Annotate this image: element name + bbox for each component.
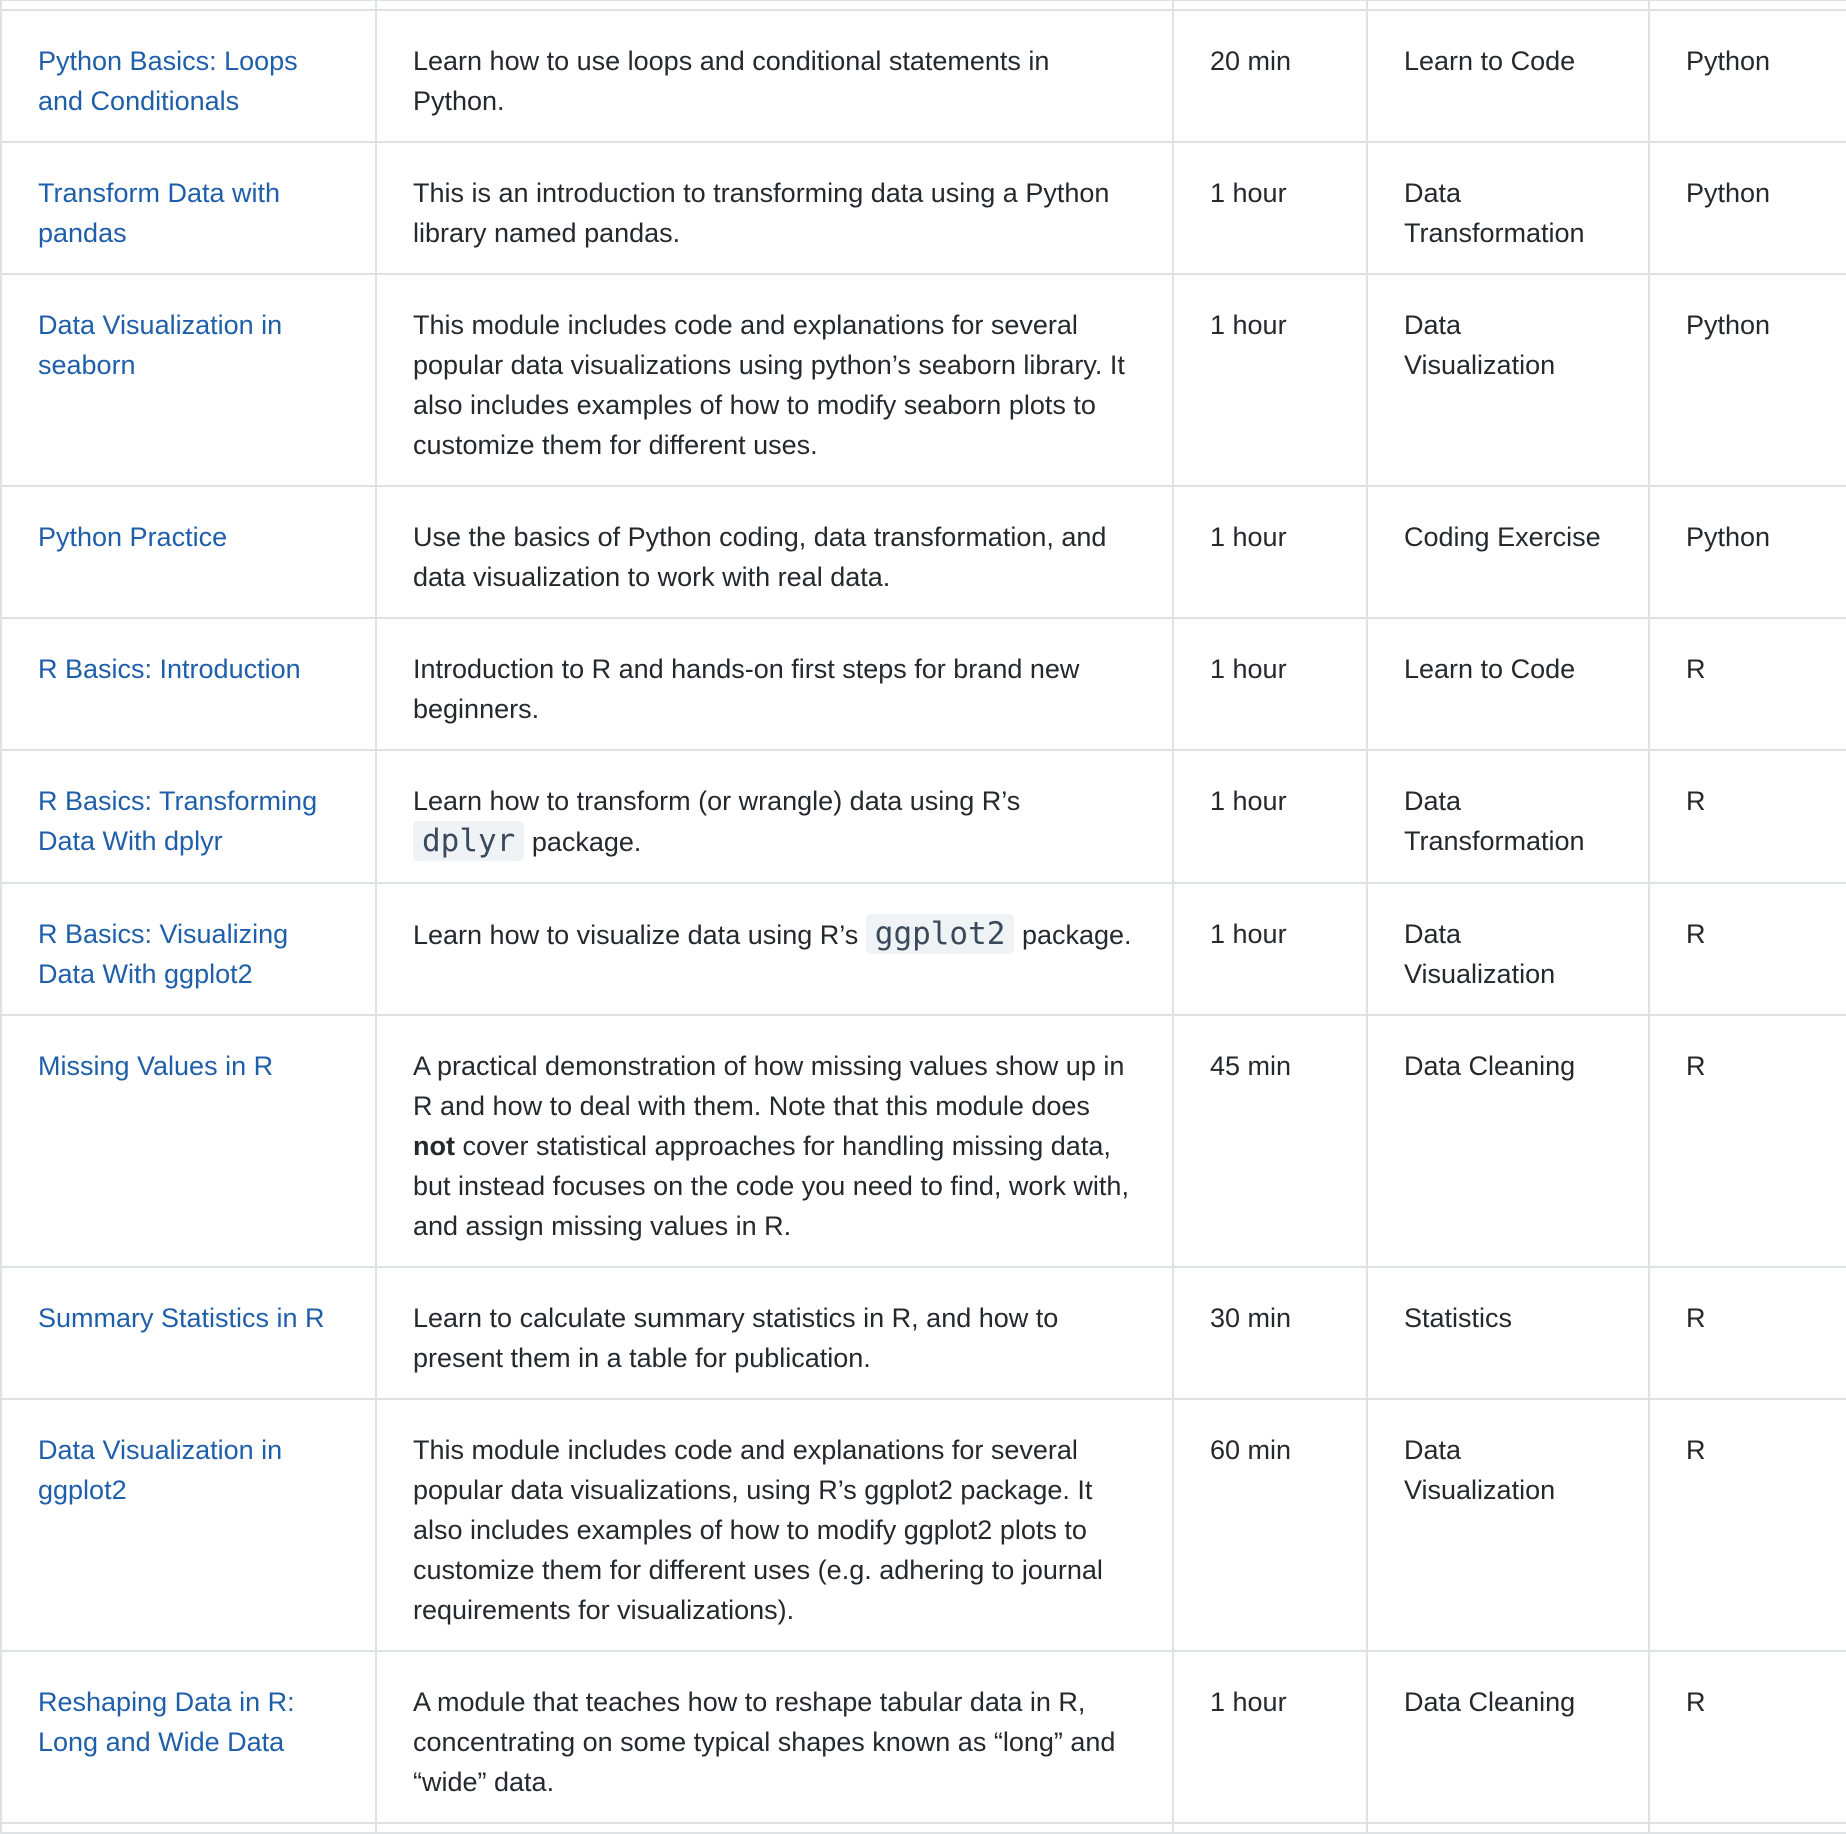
- module-title-cell: [1, 883, 376, 1015]
- table-row: [1, 142, 1846, 274]
- module-time: 60 min: [1173, 1399, 1367, 1651]
- module-title-cell: [1, 142, 376, 274]
- module-link[interactable]: Transform Data with pandas: [38, 178, 281, 248]
- module-description: This is an introduction to transforming data using a Python library named pandas.: [376, 142, 1173, 274]
- table-row: [1, 1015, 1846, 1267]
- inline-code: dplyr: [413, 821, 524, 861]
- table-row: [1, 1399, 1846, 1651]
- module-time: 1 hour: [1173, 486, 1367, 618]
- table-row: [1, 883, 1846, 1015]
- module-language: R: [1649, 750, 1846, 883]
- module-description: Use the basics of Python coding, data transformation, and data visualization to work with real data.: [376, 486, 1173, 618]
- module-title-cell: [1, 618, 376, 750]
- module-time: 20 min: [1173, 10, 1367, 142]
- module-time: 30 min: [1173, 1267, 1367, 1399]
- module-category: Coding Exercise: [1367, 486, 1649, 618]
- module-category: Learn to Code: [1367, 10, 1649, 142]
- table-row: [1, 10, 1846, 142]
- module-category: Data Visualization: [1367, 1399, 1649, 1651]
- module-title-cell: [1, 274, 376, 486]
- module-link[interactable]: Data Visualization in seaborn: [38, 310, 283, 380]
- module-language: R: [1649, 618, 1846, 750]
- module-link[interactable]: R Basics: Visualizing Data With ggplot2: [38, 919, 289, 989]
- module-time: 1 hour: [1173, 883, 1367, 1015]
- module-category: Statistics: [1367, 1267, 1649, 1399]
- module-link[interactable]: Python Basics: Loops and Conditionals: [38, 46, 298, 116]
- module-link[interactable]: R Basics: Transforming Data With dplyr: [38, 786, 318, 856]
- module-link[interactable]: Missing Values in R: [38, 1051, 274, 1081]
- module-category: Learn to Code: [1367, 618, 1649, 750]
- module-time: 1 hour: [1173, 750, 1367, 883]
- module-time: 1 hour: [1173, 618, 1367, 750]
- module-time: 1 hour: [1173, 142, 1367, 274]
- module-title-cell: [1, 1651, 376, 1823]
- module-category: Data Visualization: [1367, 274, 1649, 486]
- module-link[interactable]: Python Practice: [38, 522, 228, 552]
- table-row-partial-top: [1, 0, 1846, 10]
- module-title-cell: [1, 486, 376, 618]
- module-description: [376, 750, 1173, 883]
- table-row-partial-bottom: [1, 1823, 1846, 1833]
- description-text: package.: [1021, 920, 1132, 950]
- table-row: [1, 1651, 1846, 1823]
- module-time: 1 hour: [1173, 274, 1367, 486]
- module-link[interactable]: Reshaping Data in R: Long and Wide Data: [38, 1687, 295, 1757]
- module-category: Data Cleaning: [1367, 1015, 1649, 1267]
- description-text: package.: [531, 827, 642, 857]
- description-text: A practical demonstration of how missing values show up in R and how to deal with them. Note that this module does: [413, 1051, 1125, 1121]
- description-text: Learn how to visualize data using R’s: [413, 920, 859, 950]
- module-title-cell: [1, 1015, 376, 1267]
- module-title-cell: [1, 1399, 376, 1651]
- inline-code: ggplot2: [866, 914, 1015, 954]
- module-language: R: [1649, 1267, 1846, 1399]
- module-link[interactable]: R Basics: Introduction: [38, 654, 301, 684]
- module-category: Data Transformation: [1367, 750, 1649, 883]
- module-language: Python: [1649, 142, 1846, 274]
- table-row: [1, 486, 1846, 618]
- module-language: R: [1649, 1399, 1846, 1651]
- module-description: Learn how to use loops and conditional statements in Python.: [376, 10, 1173, 142]
- module-language: Python: [1649, 486, 1846, 618]
- module-category: Data Transformation: [1367, 142, 1649, 274]
- module-description: This module includes code and explanations for several popular data visualizations, using R’s ggplot2 package. It also includes examples of how to modify ggplot2 plots to customize them for different uses (e.g. adhering to journal requirements for visualizations).: [376, 1399, 1173, 1651]
- module-title-cell: [1, 1267, 376, 1399]
- description-text: Learn how to transform (or wrangle) data using R’s: [413, 786, 1021, 816]
- module-link[interactable]: Data Visualization in ggplot2: [38, 1435, 283, 1505]
- module-description: This module includes code and explanations for several popular data visualizations using python’s seaborn library. It also includes examples of how to modify seaborn plots to customize them for different uses.: [376, 274, 1173, 486]
- module-category: Data Cleaning: [1367, 1651, 1649, 1823]
- module-language: Python: [1649, 10, 1846, 142]
- module-title-cell: [1, 750, 376, 883]
- table-row: [1, 274, 1846, 486]
- module-time: 1 hour: [1173, 1651, 1367, 1823]
- table-row: [1, 750, 1846, 883]
- table-row: [1, 1267, 1846, 1399]
- bold-emphasis: not: [413, 1131, 455, 1161]
- module-description: Learn to calculate summary statistics in R, and how to present them in a table for publication.: [376, 1267, 1173, 1399]
- module-language: R: [1649, 1015, 1846, 1267]
- module-category: Data Visualization: [1367, 883, 1649, 1015]
- description-text: cover statistical approaches for handling missing data, but instead focuses on the code you need to find, work with, and assign missing values in R.: [413, 1131, 1129, 1241]
- module-title-cell: [1, 10, 376, 142]
- module-description: [376, 1015, 1173, 1267]
- module-language: Python: [1649, 274, 1846, 486]
- module-language: R: [1649, 883, 1846, 1015]
- table-row: [1, 618, 1846, 750]
- module-description: Introduction to R and hands-on first steps for brand new beginners.: [376, 618, 1173, 750]
- module-link[interactable]: Summary Statistics in R: [38, 1303, 325, 1333]
- module-description: [376, 883, 1173, 1015]
- module-language: R: [1649, 1651, 1846, 1823]
- module-description: A module that teaches how to reshape tabular data in R, concentrating on some typical shapes known as “long” and “wide” data.: [376, 1651, 1173, 1823]
- module-time: 45 min: [1173, 1015, 1367, 1267]
